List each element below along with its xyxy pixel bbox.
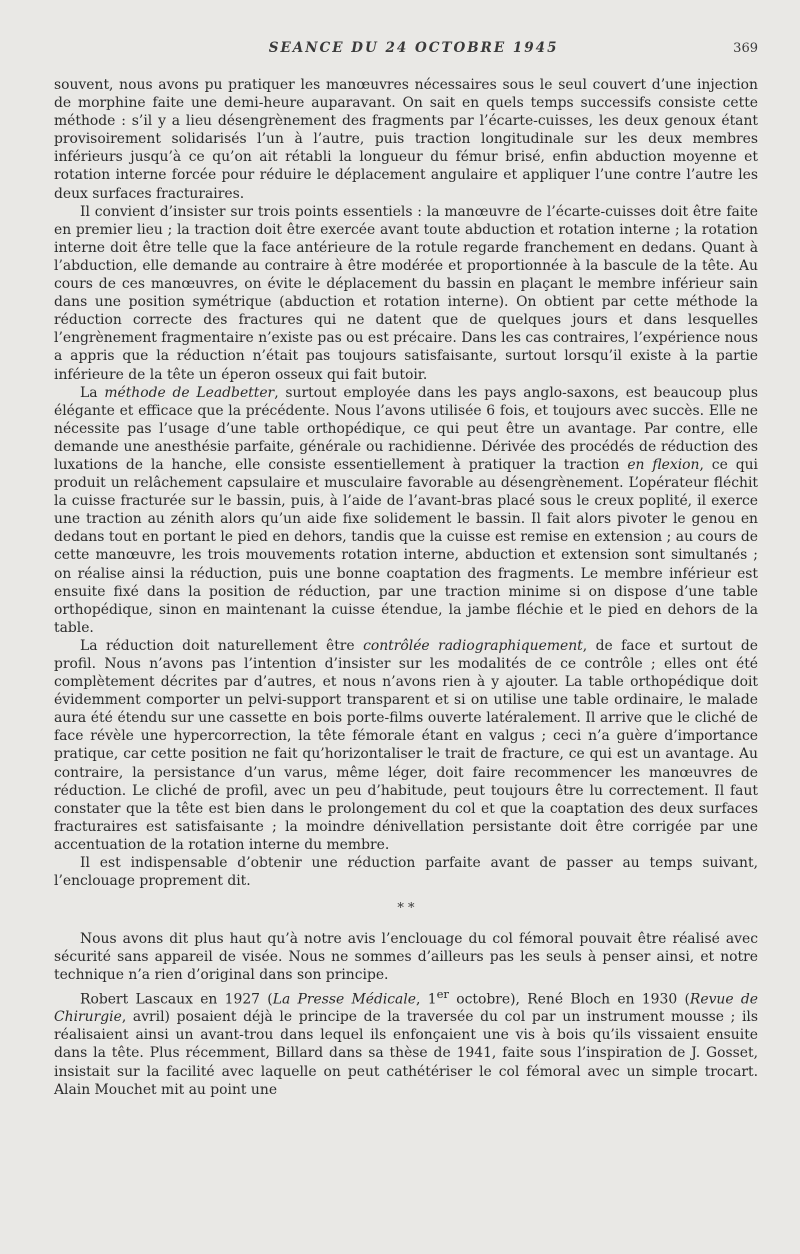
paragraph-text: Il convient d’insister sur trois points essentiels : la manœuvre de l’écarte-cuisses doit être faite en premier lieu ; la traction doit être exercée avant toute abduction et rotation interne ; la rotation interne doit être telle que la face antérieure de la rotule regarde franchement en dedans. Quant à l’abduction, elle demande au contraire à être modérée et proportionnée à la bascule de la tête. Au cours de ces manœuvres, on évite le déplacement du bassin en plaçant le membre inférieur sain dans une position symétrique (abduction et rotation interne). On obtient par cette méthode la réduction correcte des fractures qui ne datent que de quelques jours et dans lesquelles l’engrènement fragmentaire n’existe pas ou est précaire. Dans les cas contraires, l’expérience nous a appris que la réduction n’était pas toujours satisfaisante, surtout lorsqu’il existe à la partie inférieure de la tête un éperon osseux qui fait butoir.: [54, 203, 758, 383]
paragraph-text: , avril) posaient déjà le principe de la traversée du col par un instrument mousse ; ils réalisaient ainsi un avant-trou dans lequel ils enfonçaient une vis à bois qu’ils vissaient ensuite dans la tête. Plus récemment, Billard dans sa thèse de 1941, faite sous l’inspiration de J. Gosset, insistait sur la facilité avec laquelle on peut cathétériser le col fémoral avec un simple trocart. Alain Mouchet mit au point une: [54, 1009, 758, 1098]
italic-method-name: méthode de Leadbetter: [104, 384, 275, 401]
paragraph: [54, 637, 758, 854]
paragraph: [54, 985, 758, 1099]
page-number: 369: [733, 41, 758, 56]
paragraph-text: La réduction doit naturellement être: [80, 637, 364, 654]
paragraph-text: souvent, nous avons pu pratiquer les manœuvres nécessaires sous le seul couvert d’une injection de morphine faite une demi-heure auparavant. On sait en quels temps successifs consiste cette méthode : s’il y a lieu désengrènement des fragments par l’écarte-cuisses, les deux genoux étant provisoirement solidarisés l’un à l’autre, puis traction longitudinale sur les deux membres inférieurs jusqu’à ce qu’on ait rétabli la longueur du fémur brisé, enfin abduction moyenne et rotation interne forcée pour réduire le déplacement angulaire et appliquer l’une contre l’autre les deux surfaces fracturaires.: [54, 77, 758, 202]
paragraph: [54, 930, 758, 984]
section-separator: * *: [397, 901, 415, 917]
paragraph-text: Il est indispensable d’obtenir une réduction parfaite avant de passer au temps suivant, l’enclouage proprement dit.: [54, 855, 758, 890]
paragraph-text: , surtout employée dans les pays anglo-saxons, est beaucoup plus élégante et efficace que la précédente. Nous l’avons utilisée 6 fois, et toujours avec succès. Elle ne nécessite pas l’usage d’une table orthopédique, ce qui peut être un avantage. Par contre, elle demande une anesthésie parfaite, générale ou rachidienne. Dérivée des procédés de réduction des luxations de la hanche, elle consiste essentiellement à pratiquer la traction: [54, 384, 758, 473]
running-title: SEANCE DU 24 OCTOBRE 1945: [268, 40, 559, 56]
paragraph: [54, 854, 758, 890]
paragraph: [54, 76, 758, 203]
paragraph-text: Robert Lascaux en 1927 (: [80, 991, 273, 1008]
body-text: [54, 76, 758, 1099]
paragraph-text: , de face et surtout de profil. Nous n’avons pas l’intention d’insister sur les modalités de ce contrôle ; elles ont été complètement décrites par d’autres, et nous n’avons rien à y ajouter. La table orthopédique doit évidemment comporter un pelvi-support transparent et si on utilise une table ordinaire, le malade aura été étendu sur une cassette en bois porte-films ouverte latéralement. Il arrive que le cliché de face révèle une hypercorrection, la tête fémorale étant en valgus ; ceci n’a guère d’importance pratique, car cette position ne fait qu’horizontaliser le trait de fracture, ce qui est un avantage. Au contraire, la persistance d’un varus, même léger, doit faire recommencer les manœuvres de réduction. Le cliché de profil, avec un peu d’habitude, peut toujours être lu correctement. Il faut constater que la tête est bien dans le prolongement du col et que la coaptation des deux surfaces fracturaires est satisfaisante ; la moindre dénivellation persistante doit être corrigée par une accentuation de la rotation interne du membre.: [54, 637, 758, 853]
superscript: er: [436, 986, 449, 1001]
page-header: [54, 40, 758, 62]
paragraph-text: La: [80, 384, 105, 401]
italic-term: en flexion: [627, 456, 700, 473]
paragraph-text: , ce qui produit un relâchement capsulaire et musculaire favorable au désengrènement. L’opérateur fléchit la cuisse fracturée sur le bassin, puis, à l’aide de l’avant-bras placé sous le creux poplité, il exerce une traction au zénith alors qu’un aide fixe solidement le bassin. Il fait alors pivoter le genou en dedans tout en portant le pied en dehors, tandis que la cuisse est remise en extension ; au cours de cette manœuvre, les trois mouvements rotation interne, abduction et extension sont simultanés ; on réalise ainsi la réduction, puis une bonne coaptation des fragments. Le membre inférieur est ensuite fixé dans la position de réduction, par une traction minime si on dispose d’une table orthopédique, sinon en maintenant la cuisse étendue, la jambe fléchie et le pied en dehors de la table.: [54, 456, 758, 636]
paragraph-text: Nous avons dit plus haut qu’à notre avis l’enclouage du col fémoral pouvait être réalisé avec sécurité sans appareil de visée. Nous ne sommes d’ailleurs pas les seuls à penser ainsi, et notre technique n’a rien d’original dans son principe.: [54, 931, 758, 984]
paragraph: [54, 384, 758, 637]
paragraph: [54, 203, 758, 384]
italic-journal-title: La Presse Médicale: [272, 991, 417, 1008]
paragraph-text: , 1: [416, 991, 437, 1008]
paragraph-text: octobre), René Bloch en 1930 (: [448, 991, 690, 1008]
italic-journal-title: Revue de Chirurgie: [54, 991, 758, 1026]
italic-term: contrôlée radiographiquement: [363, 637, 583, 654]
